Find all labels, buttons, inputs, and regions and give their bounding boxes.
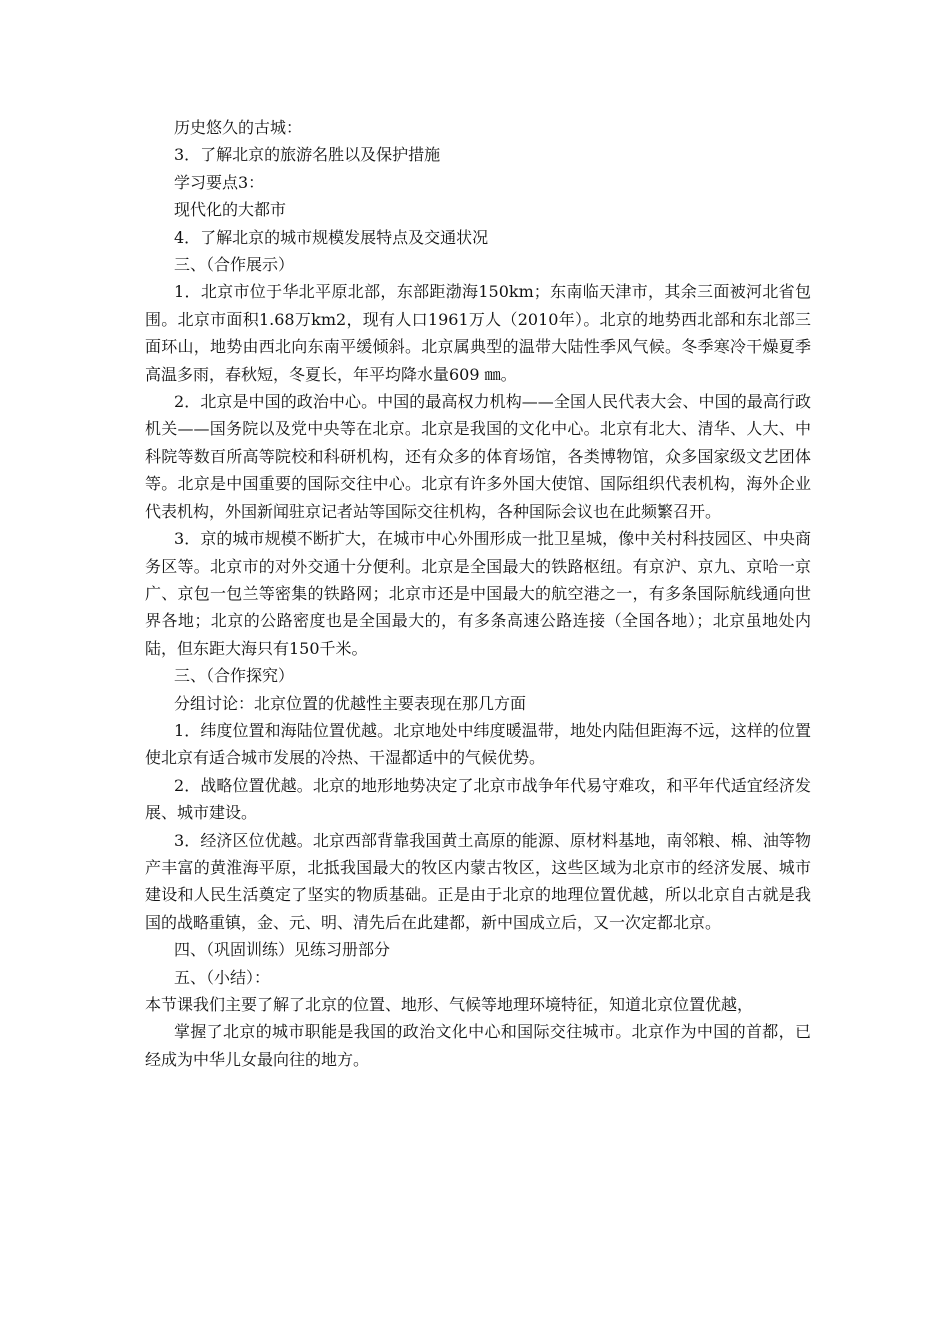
paragraph-group-discussion: 分组讨论：北京位置的优越性主要表现在那几方面 [174, 693, 527, 713]
paragraph-city-transport: 3．京的城市规模不断扩大，在城市中心外围形成一批卫星城，像中关村科技园区、中央商务区等。北京市的对外交通十分便利。北京是全国最大的铁路枢纽。有京沪、京九、京哈一京广、京包一包兰等密集的铁路网；北京市还是中国最大的航空港之一，有多条国际航线通向世界各地；北京的公路密度也是全国最大的，有多条高速公路连接（全国各地）；北京虽地处内陆，但东距大海只有150千米。 [145, 529, 811, 658]
section-heading-cooperation-inquiry: 三、（合作探究） [174, 666, 295, 686]
paragraph-ancient-city: 历史悠久的古城： [174, 118, 303, 137]
paragraph-location-climate: 1．北京市位于华北平原北部，东部距渤海150km；东南临天津市，其余三面被河北省包围。北京市面积1.68万km2，现有人口1961万人（2010年）。北京的地势西北部和东北部三面环山，地势由西北向东南平缓倾斜。北京属典型的温带大陆性季风气候。冬季寒冷干燥夏季高温多雨，春秋短，冬夏长，年平均降水量609 ㎜。 [145, 282, 811, 384]
paragraph-point-4: 4．了解北京的城市规模发展特点及交通状况 [174, 227, 489, 247]
paragraph-summary-2: 掌握了北京的城市职能是我国的政治文化中心和国际交往城市。北京作为中国的首都，已经成为中华儿女最向往的地方。 [145, 1022, 811, 1069]
section-heading-consolidation: 四、（巩固训练）见练习册部分 [174, 940, 391, 960]
paragraph-study-point-3: 学习要点3： [174, 172, 265, 192]
paragraph-strategic-advantage: 2．战略位置优越。北京的地形地势决定了北京市战争年代易守难攻，和平年代适宜经济发展、城市建设。 [145, 775, 811, 823]
paragraph-modern-metropolis: 现代化的大都市 [174, 200, 287, 220]
document-body [145, 114, 811, 1073]
paragraph-political-center: 2．北京是中国的政治中心。中国的最高权力机构——全国人民代表大会、中国的最高行政机关——国务院以及党中央等在北京。北京是我国的文化中心。北京有北大、清华、人大、中科院等数百所高等院校和科研机构，还有众多的体育场馆，各类博物馆，众多国家级文艺团体等。北京是中国重要的国际交往中心。北京有许多外国大使馆、国际组织代表机构，海外企业代表机构，外国新闻驻京记者站等国际交往机构，各种国际会议也在此频繁召开。 [145, 392, 811, 521]
paragraph-point-3: 3．了解北京的旅游名胜以及保护措施 [174, 145, 441, 165]
section-heading-summary: 五、（小结）： [174, 967, 271, 987]
paragraph-summary-1: 本节课我们主要了解了北京的位置、地形、气候等地理环境特征，知道北京位置优越， [145, 995, 754, 1014]
paragraph-latitude-advantage: 1．纬度位置和海陆位置优越。北京地处中纬度暖温带，地处内陆但距海不远，这样的位置使北京有适合城市发展的冷热、干湿都适中的气候优势。 [145, 720, 811, 768]
paragraph-economic-advantage: 3．经济区位优越。北京西部背靠我国黄土高原的能源、原材料基地，南邻粮、棉、油等物产丰富的黄淮海平原，北抵我国最大的牧区内蒙古牧区，这些区域为北京市的经济发展、城市建设和人民生活奠定了坚实的物质基础。正是由于北京的地理位置优越，所以北京自古就是我国的战略重镇，金、元、明、清先后在此建都，新中国成立后，又一次定都北京。 [145, 830, 811, 932]
section-heading-cooperation-display: 三、（合作展示） [174, 255, 295, 275]
